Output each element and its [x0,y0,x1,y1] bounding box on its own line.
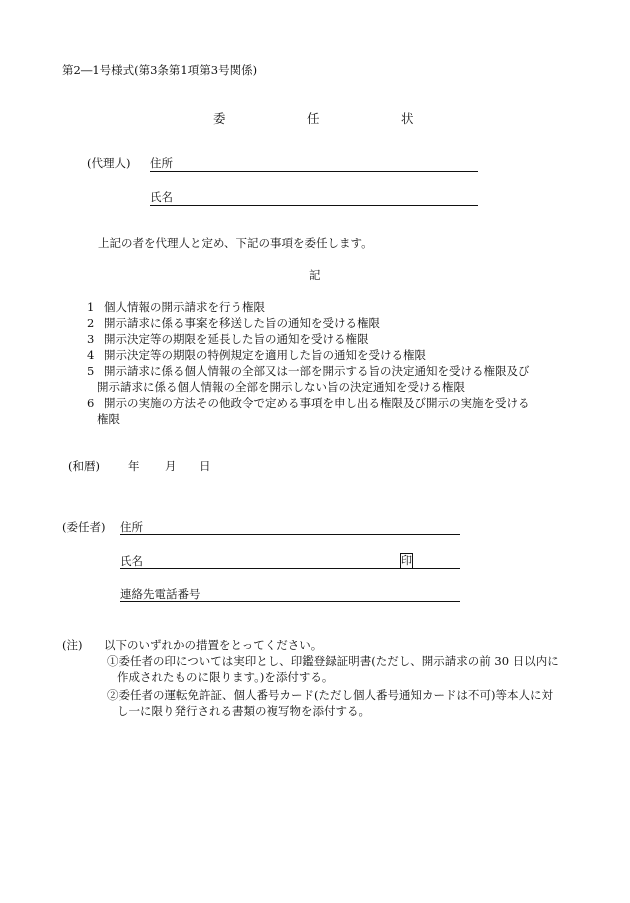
intro-text: 上記の者を代理人と定め、下記の事項を委任します。 [98,236,373,250]
note-intro: 以下のいずれかの措置をとってください。 [104,638,323,652]
note-2-line-1: ②委任者の運転免許証、個人番号カード(ただし個人番号通知カードは不可)等本人に対 [107,688,553,702]
item-3-number: 3 [87,332,95,346]
form-number: 第2―1号様式(第3条第1項第3号関係) [62,63,258,77]
item-6-number: 6 [87,396,95,410]
agent-address-line[interactable] [150,171,478,172]
note-label: (注) [62,638,83,652]
item-5-text: 開示請求に係る個人情報の全部又は一部を開示する旨の決定通知を受ける権限及び [104,364,530,378]
principal-phone-label: 連絡先電話番号 [120,587,201,601]
note-2-line-2: し一に限り発行される書類の複写物を添付する。 [117,704,370,718]
agent-name-label: 氏名 [150,190,173,204]
title-char-3: 状 [401,111,414,126]
note-1-line-1: ①委任者の印については実印とし、印鑑登録証明書(ただし、開示請求の前 30 日以内に [107,654,559,668]
agent-label: (代理人) [87,156,131,170]
note-1-line-2: 作成されたものに限ります。)を添付する。 [117,670,334,684]
principal-phone-line[interactable] [120,601,460,602]
principal-name-label: 氏名 [120,554,143,568]
item-6-continuation: 権限 [97,412,120,426]
seal-mark: 印 [401,554,412,567]
item-2-text: 開示請求に係る事案を移送した旨の通知を受ける権限 [104,316,380,330]
item-6-text: 開示の実施の方法その他政令で定める事項を申し出る権限及び開示の実施を受ける [104,396,530,410]
date-month-label: 月 [165,459,177,473]
principal-name-line[interactable] [120,568,460,569]
title-char-2: 任 [307,111,320,126]
item-4-text: 開示決定等の期限の特例規定を適用した旨の通知を受ける権限 [104,348,426,362]
title-char-1: 委 [213,111,226,126]
item-1-text: 個人情報の開示請求を行う権限 [104,300,265,314]
item-3-text: 開示決定等の期限を延長した旨の通知を受ける権限 [104,332,369,346]
ki-heading: 記 [309,268,321,282]
principal-address-label: 住所 [120,520,143,534]
date-era-label: (和暦) [68,459,100,473]
item-5-continuation: 開示請求に係る個人情報の全部を開示しない旨の決定通知を受ける権限 [97,380,465,394]
item-2-number: 2 [87,316,95,330]
date-day-label: 日 [199,459,211,473]
date-year-label: 年 [128,459,140,473]
item-4-number: 4 [87,348,95,362]
principal-address-line[interactable] [120,534,460,535]
item-5-number: 5 [87,364,95,378]
agent-address-label: 住所 [150,156,173,170]
item-1-number: 1 [87,300,95,314]
agent-name-line[interactable] [150,205,478,206]
principal-label: (委任者) [62,520,106,534]
